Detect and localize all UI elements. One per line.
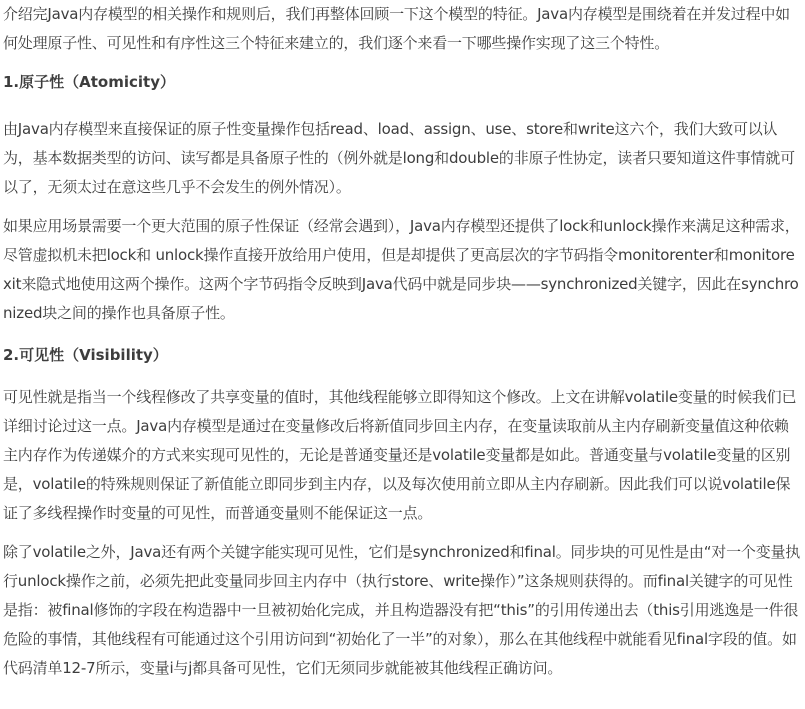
intro-paragraph: 介绍完Java内存模型的相关操作和规则后，我们再整体回顾一下这个模型的特征。Java内存模型是围绕着在并发过程中如何处理原子性、可见性和有序性这三个特征来建立的，我们逐个来看一下哪些操作实现了这三个特性。 bbox=[3, 5, 790, 52]
atomicity-paragraph-2: 如果应用场景需要一个更大范围的原子性保证（经常会遇到），Java内存模型还提供了lock和unlock操作来满足这种需求，尽管虚拟机未把lock和 unlock操作直接开放给用户使用，但是却提供了更高层次的字节码指令monitorenter和monitorexit来隐式地使用这两个操作。这两个字节码指令反映到Java代码中就是同步块——synchronized关键字，因此在synchronized块之间的操作也具备原子性。 bbox=[3, 217, 800, 322]
atomicity-paragraph-1: 由Java内存模型来直接保证的原子性变量操作包括read、load、assign、use、store和write这六个，我们大致可以认为，基本数据类型的访问、读写都是具备原子性的（例外就是long和double的非原子性协定，读者只要知道这件事情就可以了，无须太过在意这些几乎不会发生的例外情况）。 bbox=[3, 120, 795, 196]
section-heading-atomicity: 1.原子性（Atomicity） bbox=[3, 73, 175, 91]
visibility-paragraph-2: 除了volatile之外，Java还有两个关键字能实现可见性，它们是synchronized和final。同步块的可见性是由“对一个变量执行unlock操作之前，必须先把此变量同步回主内存中（执行store、write操作）”这条规则获得的。而final关键字的可见性是指：被final修饰的字段在构造器中一旦被初始化完成，并且构造器没有把“this”的引用传递出去（this引用逃逸是一件很危险的事情，其他线程有可能通过这个引用访问到“初始化了一半”的对象），那么在其他线程中就能看见final字段的值。如代码清单12-7所示，变量i与j都具备可见性，它们无须同步就能被其他线程正确访问。 bbox=[3, 543, 801, 677]
section-heading-visibility: 2.可见性（Visibility） bbox=[3, 346, 168, 364]
visibility-paragraph-1: 可见性就是指当一个线程修改了共享变量的值时，其他线程能够立即得知这个修改。上文在讲解volatile变量的时候我们已详细讨论过这一点。Java内存模型是通过在变量修改后将新值同步回主内存，在变量读取前从主内存刷新变量值这种依赖主内存作为传递媒介的方式来实现可见性的，无论是普通变量还是volatile变量都是如此。普通变量与volatile变量的区别是，volatile的特殊规则保证了新值能立即同步到主内存，以及每次使用前立即从主内存刷新。因此我们可以说volatile保证了多线程操作时变量的可见性，而普通变量则不能保证这一点。 bbox=[3, 388, 797, 522]
